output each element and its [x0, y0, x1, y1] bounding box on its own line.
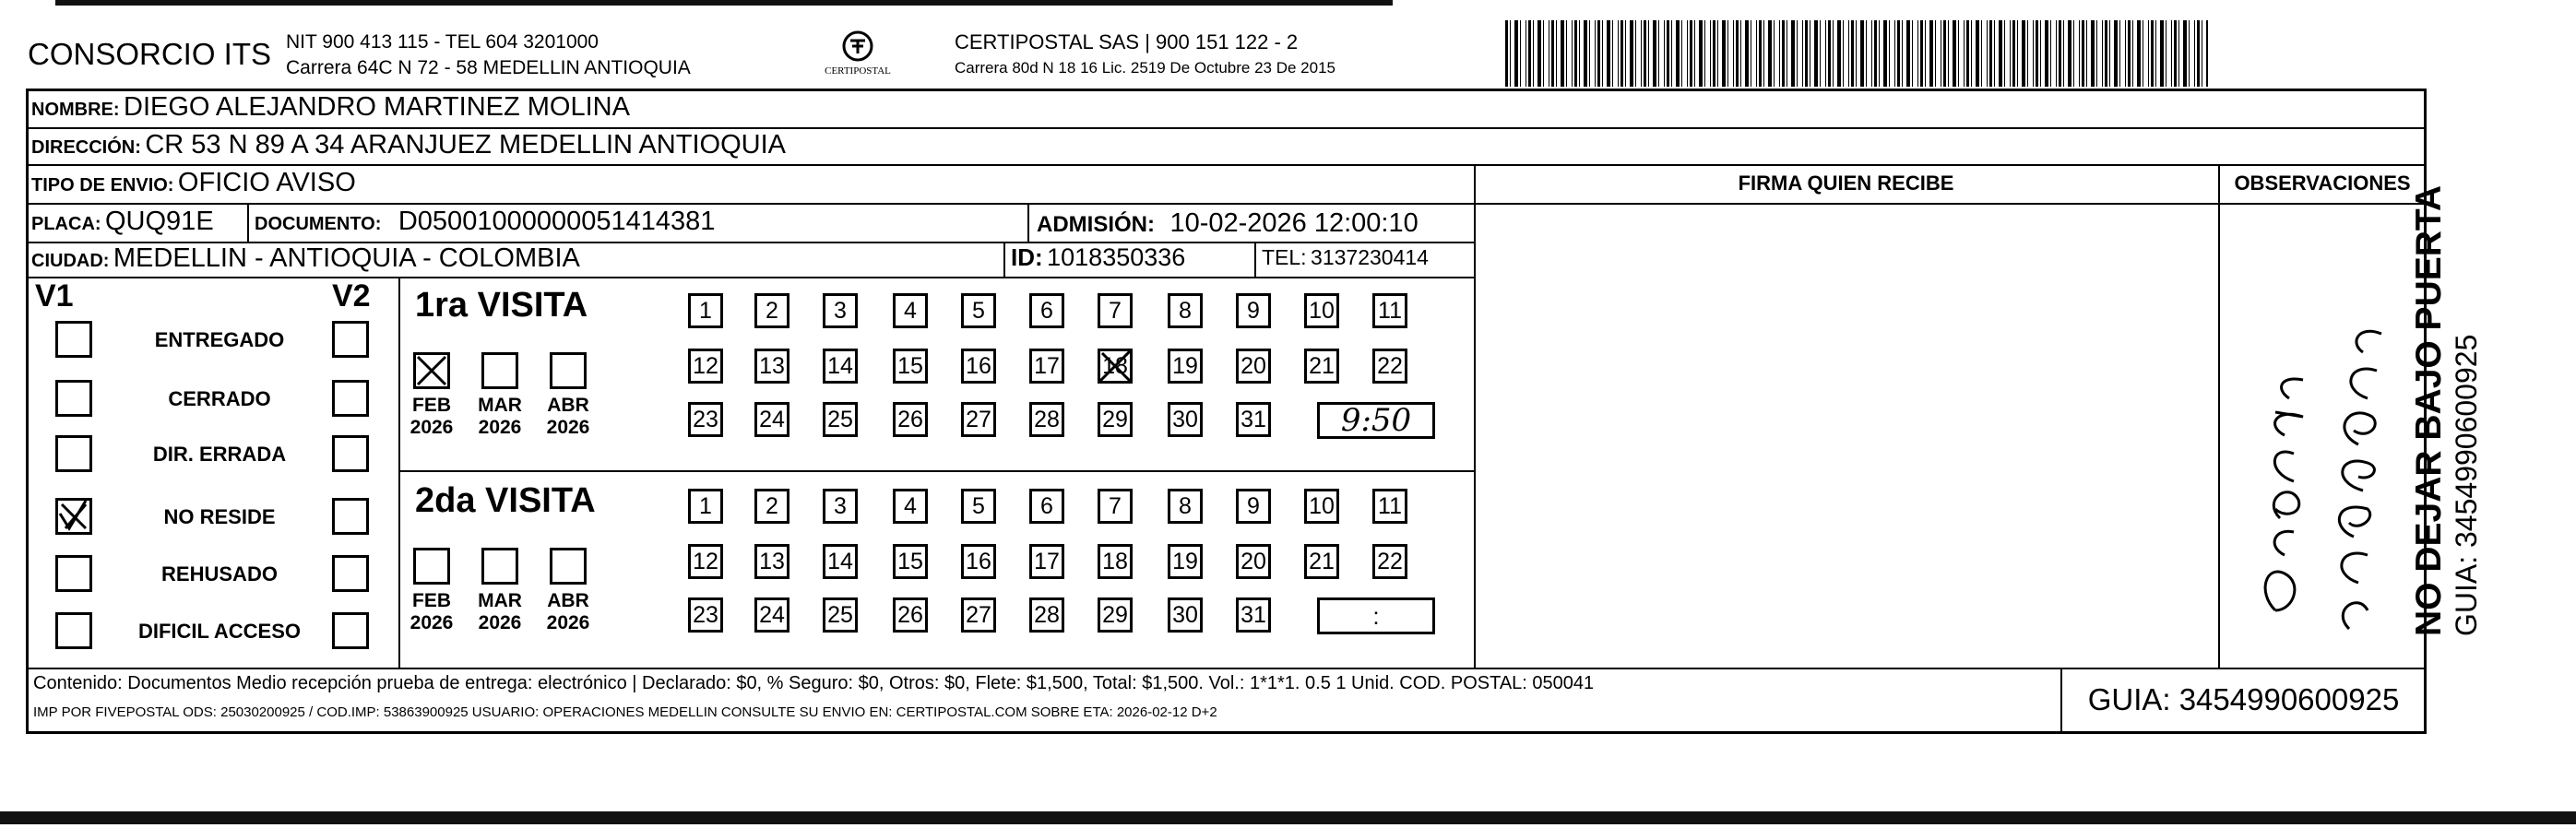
- tel-value: 3137230414: [1311, 245, 1429, 269]
- v1-checkbox[interactable]: [55, 321, 92, 358]
- plate-label: PLACA:: [31, 214, 101, 234]
- month-label: [404, 395, 459, 439]
- id-label: ID:: [1011, 243, 1043, 271]
- status-option-label: NO RESIDE: [163, 505, 276, 528]
- footer-content-line: Contenido: Documentos Medio recepción prueba de entrega: electrónico | Declarado: $0, % Seguro: $0, Otros: $0, Flete: $1,500, Total: $1,500. Vol.: 1*1*1. 0.5 1 Unid. COD. POSTAL: 050041: [33, 673, 1595, 693]
- v1-checkbox[interactable]: [55, 498, 92, 535]
- observations-area[interactable]: [2220, 205, 2425, 666]
- day-number: 14: [827, 548, 853, 574]
- month-checkbox[interactable]: [413, 548, 450, 585]
- day-number: 13: [759, 352, 785, 379]
- day-number: 21: [1309, 352, 1335, 379]
- day-box[interactable]: [1236, 293, 1271, 328]
- status-option-label: DIR. ERRADA: [152, 443, 287, 466]
- month-year: 2026: [478, 612, 522, 633]
- month-name: ABR: [547, 395, 589, 416]
- day-box[interactable]: [823, 402, 858, 437]
- v2-checkbox[interactable]: [332, 498, 369, 535]
- day-box[interactable]: [1372, 489, 1407, 524]
- day-number: 17: [1034, 548, 1060, 574]
- month-name: MAR: [478, 395, 522, 416]
- day-number: 20: [1241, 548, 1266, 574]
- day-box[interactable]: [961, 402, 996, 437]
- month-label: [540, 590, 596, 634]
- month-checkbox[interactable]: [550, 352, 587, 389]
- day-number: 19: [1172, 352, 1198, 379]
- day-box[interactable]: [1304, 544, 1339, 579]
- observations-header: OBSERVACIONES: [2234, 172, 2411, 195]
- cross-mark-icon: [1095, 346, 1135, 386]
- day-box[interactable]: [1029, 489, 1064, 524]
- day-number: 31: [1241, 601, 1266, 628]
- day-box[interactable]: [754, 293, 789, 328]
- month-year: 2026: [410, 612, 454, 633]
- day-number: 29: [1102, 406, 1128, 432]
- month-checkbox[interactable]: [481, 548, 518, 585]
- day-number: 7: [1109, 492, 1122, 519]
- day-number: 2: [766, 492, 778, 519]
- document-value: D05001000000051414381: [398, 207, 716, 236]
- day-number: 17: [1034, 352, 1060, 379]
- row-divider: [26, 127, 2427, 129]
- day-box[interactable]: [1304, 293, 1339, 328]
- day-number: 22: [1377, 352, 1403, 379]
- v2-checkbox[interactable]: [332, 321, 369, 358]
- day-number: 11: [1378, 492, 1402, 519]
- day-number: 4: [904, 297, 917, 324]
- day-box[interactable]: [1236, 489, 1271, 524]
- day-number: 8: [1179, 492, 1192, 519]
- carrier-line: CERTIPOSTAL SAS | 900 151 122 - 2: [955, 30, 1299, 53]
- day-box[interactable]: [823, 597, 858, 633]
- day-number: 6: [1040, 297, 1053, 324]
- barcode: [1505, 20, 2208, 87]
- day-number: 3: [834, 297, 847, 324]
- row-divider: [26, 164, 2427, 166]
- day-box[interactable]: [961, 293, 996, 328]
- day-box[interactable]: [1372, 293, 1407, 328]
- day-box[interactable]: [1029, 349, 1064, 384]
- check-mark-icon: [58, 501, 89, 532]
- month-checkbox[interactable]: [481, 352, 518, 389]
- company-address: Carrera 64C N 72 - 58 MEDELLIN ANTIOQUIA: [286, 57, 691, 78]
- day-number: 7: [1109, 297, 1122, 324]
- month-year: 2026: [546, 417, 590, 438]
- v1-checkbox[interactable]: [55, 555, 92, 592]
- signature-header: FIRMA QUIEN RECIBE: [1738, 172, 1954, 195]
- day-number: 5: [972, 297, 985, 324]
- logo-caption: CERTIPOSTAL: [825, 65, 891, 77]
- day-number: 6: [1040, 492, 1053, 519]
- handwritten-observation: [2220, 205, 2425, 666]
- day-box[interactable]: [893, 597, 928, 633]
- document-field: [255, 207, 715, 237]
- nit-line: NIT 900 413 115 - TEL 604 3201000: [286, 31, 599, 53]
- footer-print-line: IMP POR FIVEPOSTAL ODS: 25030200925 / COD.IMP: 53863900925 USUARIO: OPERACIONES MEDELLIN CONSULTE SU ENVIO EN: CERTIPOSTAL.COM SOBRE ETA: 2026-02-12 D+2: [33, 704, 1217, 720]
- check-mark-icon: [416, 355, 447, 386]
- day-box[interactable]: [754, 402, 789, 437]
- day-number: 11: [1378, 297, 1402, 324]
- field-divider: [1003, 242, 1005, 277]
- admission-label: ADMISIÓN:: [1037, 212, 1155, 237]
- v2-checkbox[interactable]: [332, 435, 369, 472]
- day-number: 12: [693, 548, 718, 574]
- v1-checkbox[interactable]: [55, 380, 92, 417]
- day-number: 25: [827, 601, 853, 628]
- day-box[interactable]: [1098, 293, 1133, 328]
- field-divider: [247, 203, 249, 242]
- day-number: 26: [897, 601, 923, 628]
- day-number: 24: [759, 601, 785, 628]
- row-divider: [26, 277, 1474, 278]
- admission-value: 10-02-2026 12:00:10: [1169, 208, 1419, 238]
- month-year: 2026: [478, 417, 522, 438]
- day-box[interactable]: [1236, 402, 1271, 437]
- name-field: [31, 92, 630, 123]
- day-number: 18: [1102, 352, 1128, 379]
- day-number: 10: [1309, 297, 1335, 324]
- shipment-type: OFICIO AVISO: [177, 168, 356, 197]
- day-box[interactable]: [1098, 597, 1133, 633]
- day-number: 20: [1241, 352, 1266, 379]
- day-box[interactable]: [1098, 349, 1133, 384]
- day-box[interactable]: [1304, 349, 1339, 384]
- day-box[interactable]: [1029, 402, 1064, 437]
- day-box[interactable]: [1236, 349, 1271, 384]
- day-number: 12: [693, 352, 718, 379]
- month-label: [404, 590, 459, 634]
- id-field: [1011, 243, 1185, 272]
- day-number: 2: [766, 297, 778, 324]
- plate-field: [31, 207, 214, 237]
- day-number: 14: [827, 352, 853, 379]
- document-label: DOCUMENTO:: [255, 214, 382, 234]
- day-box[interactable]: [688, 489, 723, 524]
- day-box[interactable]: [1029, 597, 1064, 633]
- day-box[interactable]: [754, 597, 789, 633]
- day-number: 31: [1241, 406, 1266, 432]
- month-label: [472, 395, 528, 439]
- certipostal-logo: [825, 28, 891, 83]
- day-box[interactable]: [1168, 402, 1203, 437]
- day-number: 19: [1172, 548, 1198, 574]
- day-number: 16: [966, 548, 991, 574]
- month-year: 2026: [410, 417, 454, 438]
- status-divider: [398, 277, 400, 668]
- day-box[interactable]: [893, 349, 928, 384]
- day-number: 25: [827, 406, 853, 432]
- day-box[interactable]: [1168, 349, 1203, 384]
- day-box[interactable]: [961, 544, 996, 579]
- day-box[interactable]: [1098, 544, 1133, 579]
- day-number: 9: [1247, 492, 1260, 519]
- day-number: 23: [693, 406, 718, 432]
- day-box[interactable]: [754, 349, 789, 384]
- day-box[interactable]: [893, 489, 928, 524]
- side-notice: [2409, 185, 2483, 636]
- day-number: 8: [1179, 297, 1192, 324]
- day-box[interactable]: [893, 402, 928, 437]
- day-number: 28: [1034, 406, 1060, 432]
- shipment-type-field: [31, 168, 356, 198]
- footer-guia: GUIA: 3454990600925: [2087, 682, 2400, 716]
- day-box[interactable]: [961, 489, 996, 524]
- day-number: 15: [897, 548, 923, 574]
- company-name: CONSORCIO ITS: [28, 37, 272, 71]
- month-name: FEB: [412, 395, 451, 416]
- admission-field: [1037, 208, 1419, 239]
- visit-time-box[interactable]: [1317, 597, 1435, 634]
- day-box[interactable]: [961, 597, 996, 633]
- day-box[interactable]: [1372, 544, 1407, 579]
- day-number: 28: [1034, 601, 1060, 628]
- visit-time: :: [1372, 601, 1380, 630]
- month-year: 2026: [546, 612, 590, 633]
- footer-divider: [26, 668, 2427, 669]
- day-box[interactable]: [823, 489, 858, 524]
- day-box[interactable]: [1236, 544, 1271, 579]
- status-option-label: ENTREGADO: [154, 328, 285, 351]
- day-box[interactable]: [688, 402, 723, 437]
- tel-label: TEL:: [1262, 245, 1307, 269]
- day-box[interactable]: [1236, 597, 1271, 633]
- day-box[interactable]: [823, 293, 858, 328]
- v1-checkbox[interactable]: [55, 612, 92, 649]
- day-box[interactable]: [1304, 489, 1339, 524]
- month-checkbox[interactable]: [413, 352, 450, 389]
- day-number: 13: [759, 548, 785, 574]
- city-field: [31, 243, 580, 274]
- status-option-label: DIFICIL ACCESO: [137, 620, 301, 643]
- day-box[interactable]: [1168, 489, 1203, 524]
- day-box[interactable]: [1168, 544, 1203, 579]
- top-edge-bar: [55, 0, 1393, 6]
- day-number: 27: [966, 601, 991, 628]
- day-box[interactable]: [1168, 293, 1203, 328]
- v1-header: V1: [35, 278, 74, 313]
- day-box[interactable]: [1372, 349, 1407, 384]
- day-box[interactable]: [688, 349, 723, 384]
- recipient-address: CR 53 N 89 A 34 ARANJUEZ MEDELLIN ANTIOQUIA: [145, 130, 786, 160]
- no-dejar-notice: NO DEJAR BAJO PUERTA: [2409, 184, 2449, 636]
- recipient-name: DIEGO ALEJANDRO MARTINEZ MOLINA: [124, 92, 630, 122]
- day-number: 30: [1172, 601, 1198, 628]
- visit-divider: [398, 470, 1474, 472]
- v2-checkbox[interactable]: [332, 555, 369, 592]
- day-box[interactable]: [754, 544, 789, 579]
- shipment-type-label: TIPO DE ENVIO:: [31, 175, 174, 195]
- v2-header: V2: [332, 278, 371, 313]
- visit-title: 1ra VISITA: [415, 286, 588, 325]
- field-divider: [1027, 203, 1029, 242]
- visit-time: 9:50: [1340, 402, 1412, 439]
- day-number: 16: [966, 352, 991, 379]
- tel-field: [1262, 245, 1429, 270]
- day-number: 18: [1102, 548, 1128, 574]
- carrier-address: Carrera 80d N 18 16 Lic. 2519 De Octubre 23 De 2015: [955, 59, 1335, 77]
- address-label: DIRECCIÓN:: [31, 137, 141, 158]
- month-label: [540, 395, 596, 439]
- day-number: 1: [699, 297, 712, 324]
- day-number: 23: [693, 601, 718, 628]
- day-number: 10: [1309, 492, 1335, 519]
- day-box[interactable]: [754, 489, 789, 524]
- day-number: 30: [1172, 406, 1198, 432]
- bottom-edge-bar: [0, 811, 2576, 824]
- day-number: 21: [1309, 548, 1335, 574]
- visit-time-box[interactable]: [1317, 402, 1435, 439]
- day-number: 26: [897, 406, 923, 432]
- day-box[interactable]: [893, 544, 928, 579]
- visit-title: 2da VISITA: [415, 481, 596, 520]
- month-name: MAR: [478, 590, 522, 611]
- day-box[interactable]: [893, 293, 928, 328]
- day-box[interactable]: [961, 349, 996, 384]
- city-value: MEDELLIN - ANTIOQUIA - COLOMBIA: [113, 243, 580, 273]
- day-number: 5: [972, 492, 985, 519]
- day-number: 15: [897, 352, 923, 379]
- day-number: 27: [966, 406, 991, 432]
- address-field: [31, 130, 786, 160]
- v2-checkbox[interactable]: [332, 612, 369, 649]
- day-box[interactable]: [1098, 489, 1133, 524]
- city-label: CIUDAD:: [31, 251, 110, 271]
- day-number: 22: [1377, 548, 1403, 574]
- day-box[interactable]: [688, 544, 723, 579]
- day-number: 4: [904, 492, 917, 519]
- day-box[interactable]: [1098, 402, 1133, 437]
- day-box[interactable]: [1168, 597, 1203, 633]
- status-option-label: REHUSADO: [161, 562, 278, 586]
- month-label: [472, 590, 528, 634]
- name-label: NOMBRE:: [31, 100, 120, 120]
- signature-area[interactable]: [1476, 205, 2217, 666]
- month-name: FEB: [412, 590, 451, 611]
- day-number: 1: [699, 492, 712, 519]
- status-option-label: CERRADO: [168, 387, 271, 410]
- v1-checkbox[interactable]: [55, 435, 92, 472]
- month-name: ABR: [547, 590, 589, 611]
- day-box[interactable]: [688, 293, 723, 328]
- logo-icon: [825, 28, 891, 83]
- day-number: 24: [759, 406, 785, 432]
- day-number: 9: [1247, 297, 1260, 324]
- month-checkbox[interactable]: [550, 548, 587, 585]
- day-box[interactable]: [823, 544, 858, 579]
- day-box[interactable]: [688, 597, 723, 633]
- day-box[interactable]: [1029, 544, 1064, 579]
- day-number: 29: [1102, 601, 1128, 628]
- plate-value: QUQ91E: [105, 207, 214, 236]
- company-info: [286, 30, 691, 81]
- day-number: 3: [834, 492, 847, 519]
- v2-checkbox[interactable]: [332, 380, 369, 417]
- day-box[interactable]: [823, 349, 858, 384]
- day-box[interactable]: [1029, 293, 1064, 328]
- field-divider: [1254, 242, 1256, 277]
- carrier-info: [955, 30, 1335, 81]
- id-value: 1018350336: [1047, 243, 1186, 271]
- side-guia: GUIA: 3454990600925: [2450, 334, 2483, 636]
